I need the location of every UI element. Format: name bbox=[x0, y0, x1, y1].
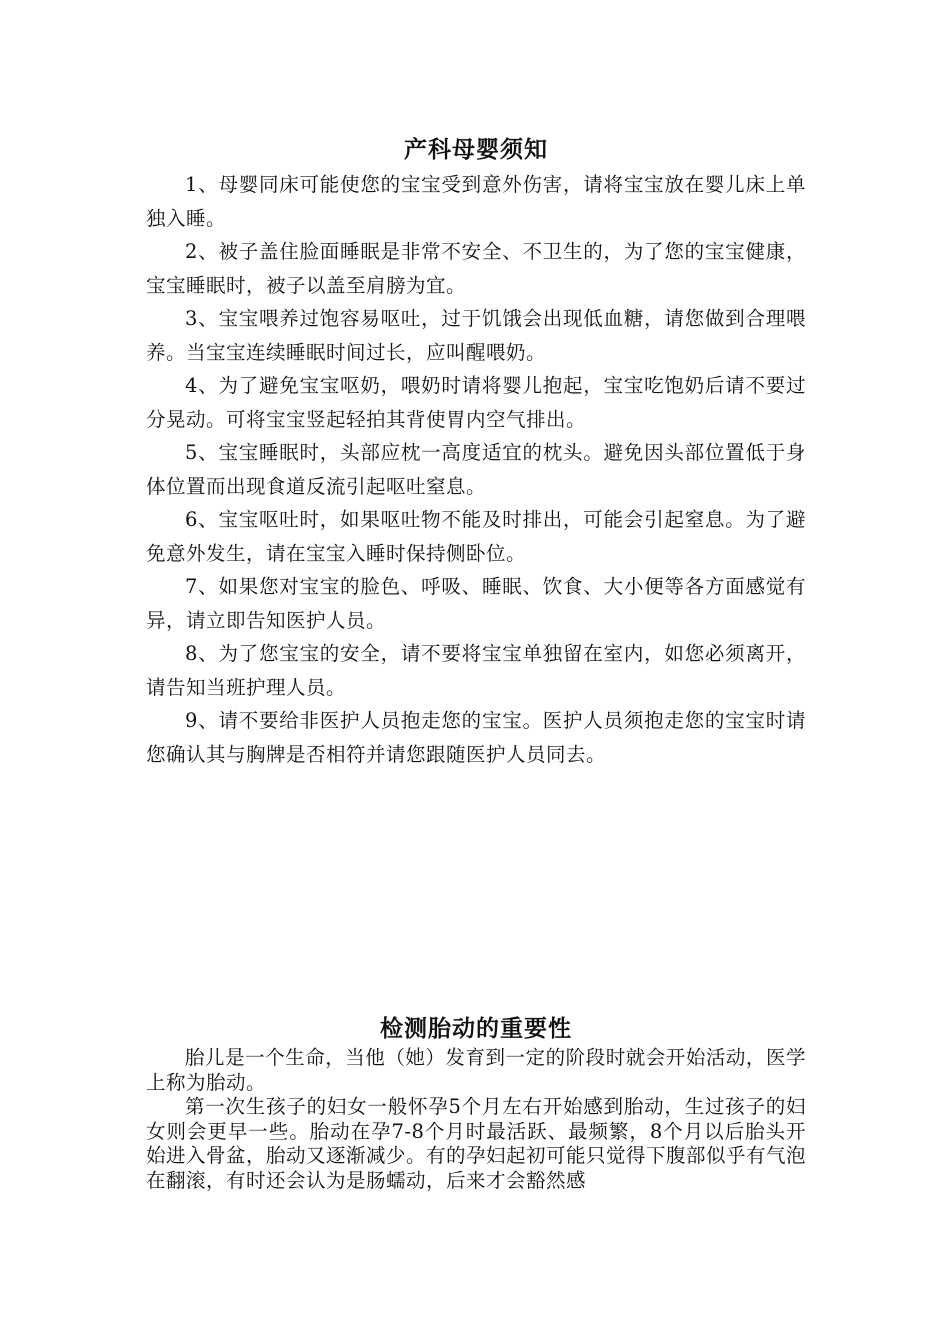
section-title: 产科母婴须知 bbox=[404, 136, 548, 163]
notice-item-4: 4、为了避免宝宝呕奶，喂奶时请将婴儿抱起，宝宝吃饱奶后请不要过分晃动。可将宝宝竖起轻拍其背使胃内空气排出。 bbox=[146, 374, 806, 431]
notice-item-1: 1、母婴同床可能使您的宝宝受到意外伤害，请将宝宝放在婴儿床上单独入睡。 bbox=[146, 173, 806, 230]
notice-item-8: 8、为了您宝宝的安全，请不要将宝宝单独留在室内，如您必须离开，请告知当班护理人员。 bbox=[146, 642, 806, 699]
fetal-movement-section bbox=[146, 1012, 806, 1193]
notice-item-7: 7、如果您对宝宝的脸色、呼吸、睡眠、饮食、大小便等各方面感觉有异，请立即告知医护人员。 bbox=[146, 575, 806, 632]
notice-item-2: 2、被子盖住脸面睡眠是非常不安全、不卫生的，为了您的宝宝健康，宝宝睡眠时，被子以盖至肩膀为宜。 bbox=[146, 240, 806, 297]
body-paragraph-2: 第一次生孩子的妇女一般怀孕5个月左右开始感到胎动，生过孩子的妇女则会更早一些。胎动在孕7-8个月时最活跃、最频繁，8个月以后胎头开始进入骨盆，胎动又逐渐减少。有的孕妇起初可能只觉得下腹部似乎有气泡在翻滚，有时还会认为是肠蠕动，后来才会豁然感 bbox=[146, 1095, 807, 1192]
notice-item-9: 9、请不要给非医护人员抱走您的宝宝。医护人员须抱走您的宝宝时请您确认其与胸牌是否相符并请您跟随医护人员同去。 bbox=[146, 709, 806, 766]
body-paragraph-1: 胎儿是一个生命，当他（她）发育到一定的阶段时就会开始活动，医学上称为胎动。 bbox=[146, 1046, 806, 1094]
notice-item-6: 6、宝宝呕吐时，如果呕吐物不能及时排出，可能会引起窒息。为了避免意外发生，请在宝宝入睡时保持侧卧位。 bbox=[146, 508, 806, 565]
notice-item-5: 5、宝宝睡眠时，头部应枕一高度适宜的枕头。避免因头部位置低于身体位置而出现食道反流引起呕吐窒息。 bbox=[146, 441, 806, 498]
section-title: 检测胎动的重要性 bbox=[380, 1015, 572, 1042]
maternal-infant-notice-section bbox=[146, 132, 806, 771]
notice-item-3: 3、宝宝喂养过饱容易呕吐，过于饥饿会出现低血糖，请您做到合理喂养。当宝宝连续睡眠时间过长，应叫醒喂奶。 bbox=[146, 307, 806, 364]
